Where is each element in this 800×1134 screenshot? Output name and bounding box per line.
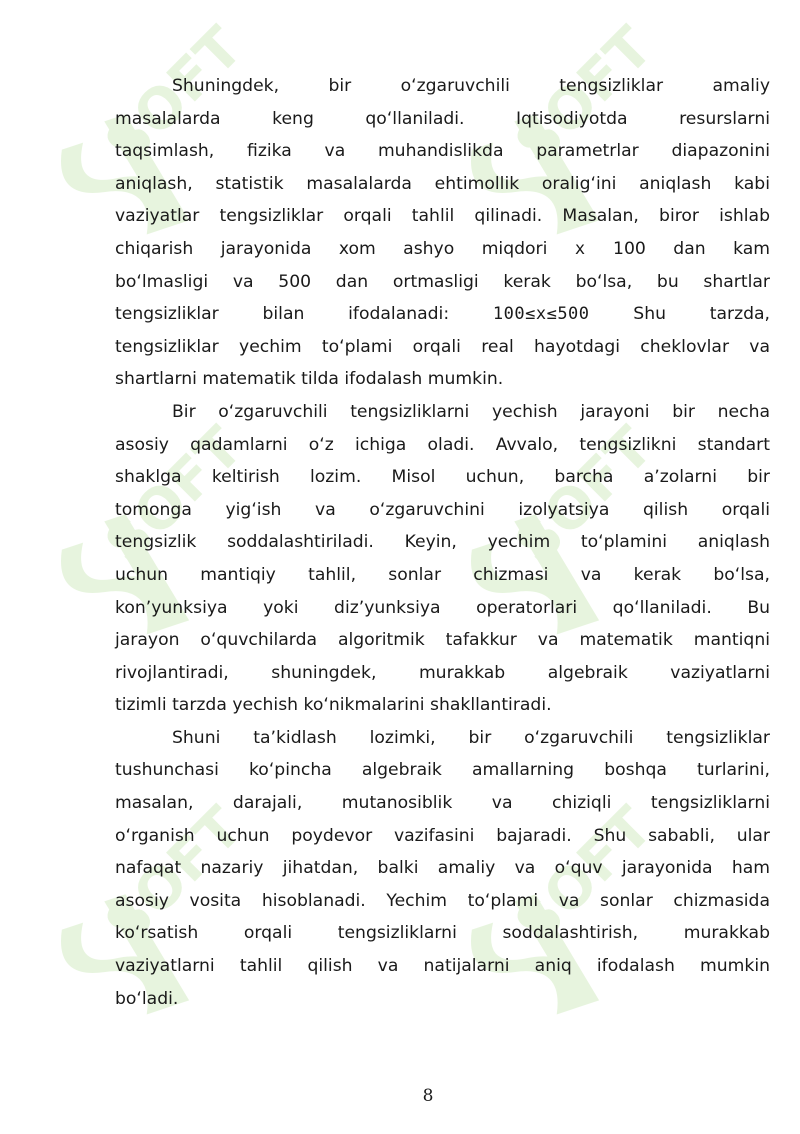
text-line: vaziyatlar tengsizliklar orqali tahlil qilinadi. Masalan, biror ishlab <box>115 206 770 227</box>
svg-text:SOFT: SOFT <box>92 20 256 178</box>
text-segment: Shu tarzda, <box>633 304 771 325</box>
text-line: uchun mantiqiy tahlil, sonlar chizmasi va kerak boʻlsa, <box>115 564 770 585</box>
text-line: asosiy qadamlarni oʻz ichiga oladi. Avvalo, tengsizlikni standart <box>115 434 770 455</box>
text-line: shaklga keltirish lozim. Misol uchun, barcha aʼzolarni bir <box>115 467 770 488</box>
svg-text:SOFT: SOFT <box>502 420 666 578</box>
svg-text:SOFT: SOFT <box>92 420 256 578</box>
text-segment: chiqarish jarayonida xom ashyo miqdori <box>115 238 548 259</box>
text-line: aniqlash, statistik masalalarda ehtimollik oraligʻini aniqlash kabi <box>115 173 770 194</box>
text-line: vaziyatlarni tahlil qilish va natijalarni aniq ifodalash mumkin <box>115 956 770 977</box>
text-line: Shuningdek, bir oʻzgaruvchili tengsizliklar amaliy <box>172 76 770 96</box>
text-line: boʻladi. <box>115 988 179 1009</box>
text-line: tengsizliklar yechim toʻplami orqali real hayotdagi cheklovlar va <box>115 336 770 357</box>
text-line: Shuni taʼkidlash lozimki, bir oʻzgaruvchili tengsizliklar <box>172 727 770 748</box>
inequality-formula: 100≤x≤500 <box>492 304 590 325</box>
inline-variable: x <box>574 238 586 259</box>
text-line: rivojlantiradi, shuningdek, murakkab algebraik vaziyatlarni <box>115 662 770 683</box>
svg-text:SOFT: SOFT <box>92 800 256 958</box>
text-line: shartlarni matematik tilda ifodalash mumkin. <box>115 369 504 390</box>
text-line: masalalarda keng qoʻllaniladi. Iqtisodiyotda resurslarni <box>115 108 770 129</box>
paragraph-1 <box>115 70 770 396</box>
text-line: koʻrsatish orqali tengsizliklarni soddalashtirish, murakkab <box>115 923 770 944</box>
text-segment: 100 dan kam <box>613 238 770 259</box>
text-line: tengsizlik soddalashtiriladi. Keyin, yechim toʻplamini aniqlash <box>115 532 770 553</box>
text-line: tizimli tarzda yechish koʻnikmalarini shakllantiradi. <box>115 695 552 716</box>
text-line: nafaqat nazariy jihatdan, balki amaliy va oʻquv jarayonida ham <box>115 858 770 879</box>
text-line: Bir oʻzgaruvchili tengsizliklarni yechish jarayoni bir necha <box>172 401 770 422</box>
text-line: tomonga yigʻish va oʻzgaruvchini izolyatsiya qilish orqali <box>115 499 770 520</box>
text-line: oʻrganish uchun poydevor vazifasini bajaradi. Shu sababli, ular <box>115 825 770 846</box>
svg-text:SOFT: SOFT <box>502 800 666 958</box>
text-line <box>115 233 770 266</box>
text-line <box>115 298 770 331</box>
text-line: asosiy vosita hisoblanadi. Yechim toʻplami va sonlar chizmasida <box>115 890 770 911</box>
text-segment: tengsizliklar bilan ifodalanadi: <box>115 304 450 325</box>
svg-text:SOFT: SOFT <box>502 20 666 178</box>
text-line: boʻlmasligi va 500 dan ortmasligi kerak boʻlsa, bu shartlar <box>115 271 770 292</box>
text-line: jarayon oʻquvchilarda algoritmik tafakkur va matematik mantiqni <box>115 630 770 651</box>
text-line: tushunchasi koʻpincha algebraik amallarning boshqa turlarini, <box>115 760 770 781</box>
paragraph-3 <box>115 722 770 1015</box>
text-line: masalan, darajali, mutanosiblik va chiziqli tengsizliklarni <box>115 793 770 814</box>
page-number: 8 <box>422 1086 434 1106</box>
document-page <box>115 70 770 1015</box>
text-line: taqsimlash, fizika va muhandislikda parametrlar diapazonini <box>115 141 770 162</box>
text-line: konʼyunksiya yoki dizʼyunksiya operatorlari qoʻllaniladi. Bu <box>115 597 770 618</box>
paragraph-2 <box>115 396 770 722</box>
